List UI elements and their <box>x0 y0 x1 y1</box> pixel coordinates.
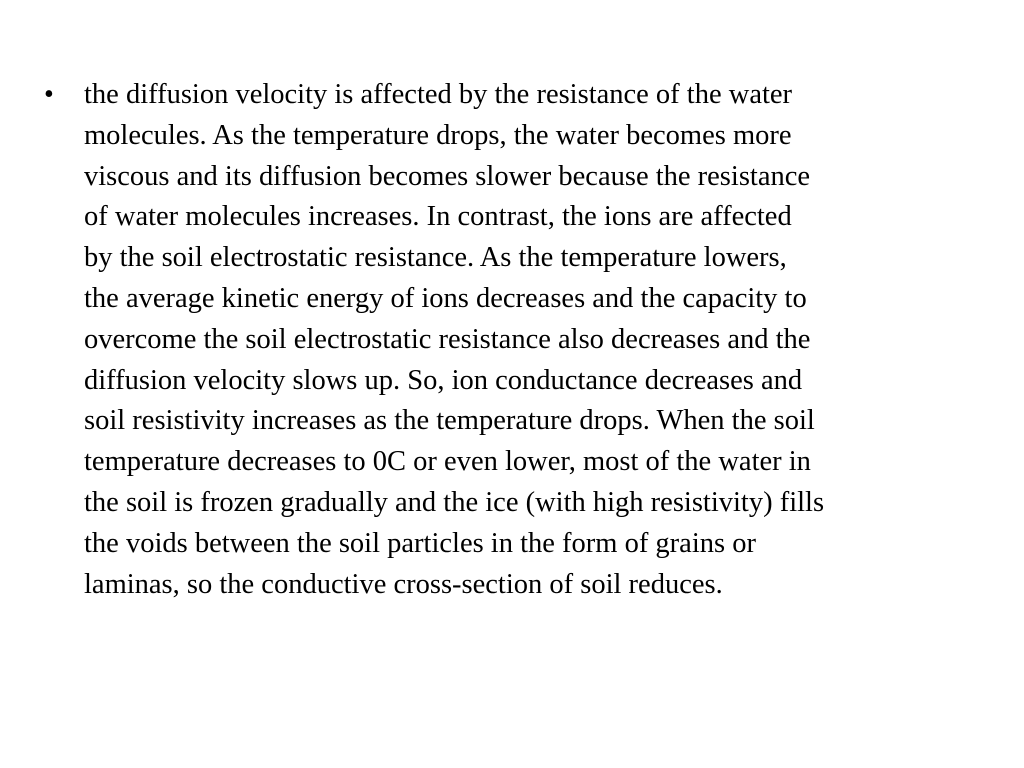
paragraph-line: soil resistivity increases as the temperature drops. When the soil <box>84 405 815 437</box>
paragraph-line: temperature decreases to 0C or even lower, most of the water in <box>84 446 811 478</box>
paragraph-line: of water molecules increases. In contrast, the ions are affected <box>84 201 792 233</box>
paragraph-line: the diffusion velocity is affected by the resistance of the water <box>84 79 793 110</box>
paragraph-line: molecules. As the temperature drops, the water becomes more <box>84 119 792 151</box>
paragraph-line: viscous and its diffusion becomes slower because the resistance <box>84 160 811 192</box>
paragraph-line: laminas, so the conductive cross-section of soil reduces. <box>84 568 723 600</box>
paragraph-line: the soil is frozen gradually and the ice (with high resistivity) fills <box>84 486 825 518</box>
bullet-paragraph <box>84 75 984 605</box>
paragraph-line: diffusion velocity slows up. So, ion conductance decreases and <box>84 364 803 396</box>
paragraph-line: by the soil electrostatic resistance. As the temperature lowers, <box>84 242 787 274</box>
bullet-icon: • <box>44 79 54 110</box>
paragraph-line: the voids between the soil particles in the form of grains or <box>84 527 756 559</box>
paragraph-line: the average kinetic energy of ions decreases and the capacity to <box>84 282 807 314</box>
paragraph-line: overcome the soil electrostatic resistance also decreases and the <box>84 323 811 355</box>
